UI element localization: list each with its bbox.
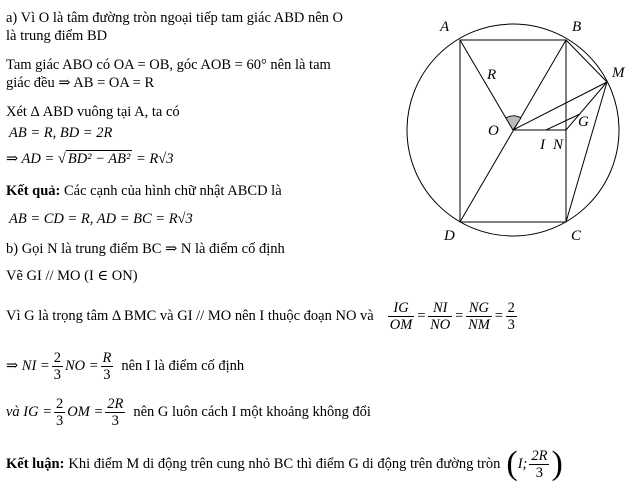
circle-center: I;	[517, 456, 528, 472]
ratio-eq-2: =	[454, 308, 465, 324]
circle-notation	[506, 447, 562, 481]
ig-frac-2-num: 2R	[107, 395, 124, 412]
equation-sides: AB = CD = R, AD = BC = R√3	[9, 211, 193, 227]
ig-frac-1-den: 3	[56, 412, 64, 429]
paren-open: (	[506, 445, 518, 482]
label-i: I	[540, 137, 545, 153]
part-a-line-2: là trung điểm BD	[6, 28, 108, 44]
label-r: R	[487, 67, 497, 83]
result-label: Kết quả:	[6, 183, 61, 199]
ratio-frac-1-den: OM	[389, 316, 413, 333]
ig-frac-2	[105, 396, 125, 429]
label-m: M	[612, 65, 625, 81]
ratio-frac-2	[428, 300, 452, 333]
part-a-line-1: a) Vì O là tâm đường tròn ngoại tiếp tam giác ABD nên O	[6, 10, 344, 26]
label-b: B	[572, 19, 582, 35]
result-line	[6, 182, 282, 200]
circle-radius-frac	[529, 448, 549, 481]
ni-mid: NO =	[64, 358, 99, 374]
ratio-frac-1	[388, 300, 415, 333]
conclusion-label: Kết luận:	[6, 456, 65, 472]
ratio-frac-2-den: NO	[430, 316, 451, 333]
circle-radius-num: 2R	[531, 447, 548, 464]
label-a: A	[440, 19, 450, 35]
label-g: G	[578, 114, 589, 130]
ratio-frac-1-num: IG	[388, 300, 415, 317]
equation-ad	[6, 150, 173, 168]
part-a-line-3: Tam giác ABO có OA = OB, góc AOB = 60° nên là tam	[6, 57, 331, 73]
ni-frac-2-num: R	[102, 349, 112, 366]
ni-frac-1	[52, 350, 63, 383]
segment-mn	[566, 82, 607, 130]
ni-frac-2-den: 3	[103, 366, 111, 383]
ni-suffix: nên I là điểm cố định	[121, 358, 245, 374]
angle-aob-marker	[506, 116, 521, 130]
result-text: Các cạnh của hình chữ nhật ABCD là	[64, 183, 282, 199]
ratio-eq-1: =	[416, 308, 427, 324]
ratio-frac-3	[466, 300, 492, 333]
ratio-eq-3: =	[493, 308, 504, 324]
part-b-line-3	[6, 296, 519, 336]
equation-ad-radicand: BD² − AB²	[67, 151, 131, 167]
ni-prefix: ⇒ NI =	[6, 358, 50, 374]
equation-ad-left: ⇒ AD = √	[6, 151, 66, 167]
part-b-line-2: Vẽ GI // MO (I ∈ ON)	[6, 268, 138, 284]
segment-ao	[460, 40, 513, 130]
ig-mid: OM =	[67, 404, 104, 420]
ni-frac-2	[101, 350, 114, 383]
ig-frac-1	[54, 396, 65, 429]
equation-ad-right: = R√3	[135, 151, 174, 167]
ig-frac-1-num: 2	[56, 395, 64, 412]
ratio-frac-3-den: NM	[468, 316, 490, 333]
label-n: N	[553, 137, 564, 153]
segment-om	[513, 82, 607, 130]
paren-close: )	[551, 445, 563, 482]
ig-prefix: và IG =	[6, 404, 53, 420]
circle-radius-den: 3	[535, 464, 544, 481]
segment-ig	[546, 114, 580, 130]
part-b-line-3-text: Vì G là trọng tâm Δ BMC và GI // MO nên I thuộc đoạn NO và	[6, 308, 374, 324]
ratio-frac-4	[506, 300, 517, 333]
ig-suffix: nên G luôn cách I một khoảng không đổi	[133, 404, 371, 420]
conclusion-text: Khi điểm M di động trên cung nhỏ BC thì điểm G di động trên đường tròn	[68, 456, 501, 472]
rectangle-abcd	[460, 40, 566, 222]
circumcircle	[407, 24, 619, 236]
ratio-frac-2-num: NI	[428, 300, 452, 317]
label-c: C	[571, 228, 582, 244]
ig-frac-2-den: 3	[111, 412, 119, 429]
label-d: D	[444, 228, 455, 244]
ig-equation-line	[6, 392, 371, 432]
ratio-frac-4-num: 2	[507, 299, 515, 316]
equation-ab-bd: AB = R, BD = 2R	[9, 125, 113, 141]
part-a-line-4: giác đều ⇒ AB = OA = R	[6, 75, 155, 91]
ni-frac-1-den: 3	[53, 366, 61, 383]
part-a-line-5: Xét Δ ABD vuông tại A, ta có	[6, 104, 180, 120]
ratio-frac-4-den: 3	[507, 316, 515, 333]
ratio-frac-3-num: NG	[466, 300, 492, 317]
label-o: O	[488, 123, 499, 139]
ni-frac-1-num: 2	[53, 349, 61, 366]
segment-mb	[566, 40, 607, 82]
diagonal-bd	[460, 40, 566, 222]
segment-mc	[566, 82, 607, 222]
conclusion-line	[6, 442, 563, 486]
part-b-line-1: b) Gọi N là trung điểm BC ⇒ N là điểm cố định	[6, 241, 285, 257]
ni-equation-line	[6, 346, 244, 386]
ratio-equation	[386, 300, 519, 333]
